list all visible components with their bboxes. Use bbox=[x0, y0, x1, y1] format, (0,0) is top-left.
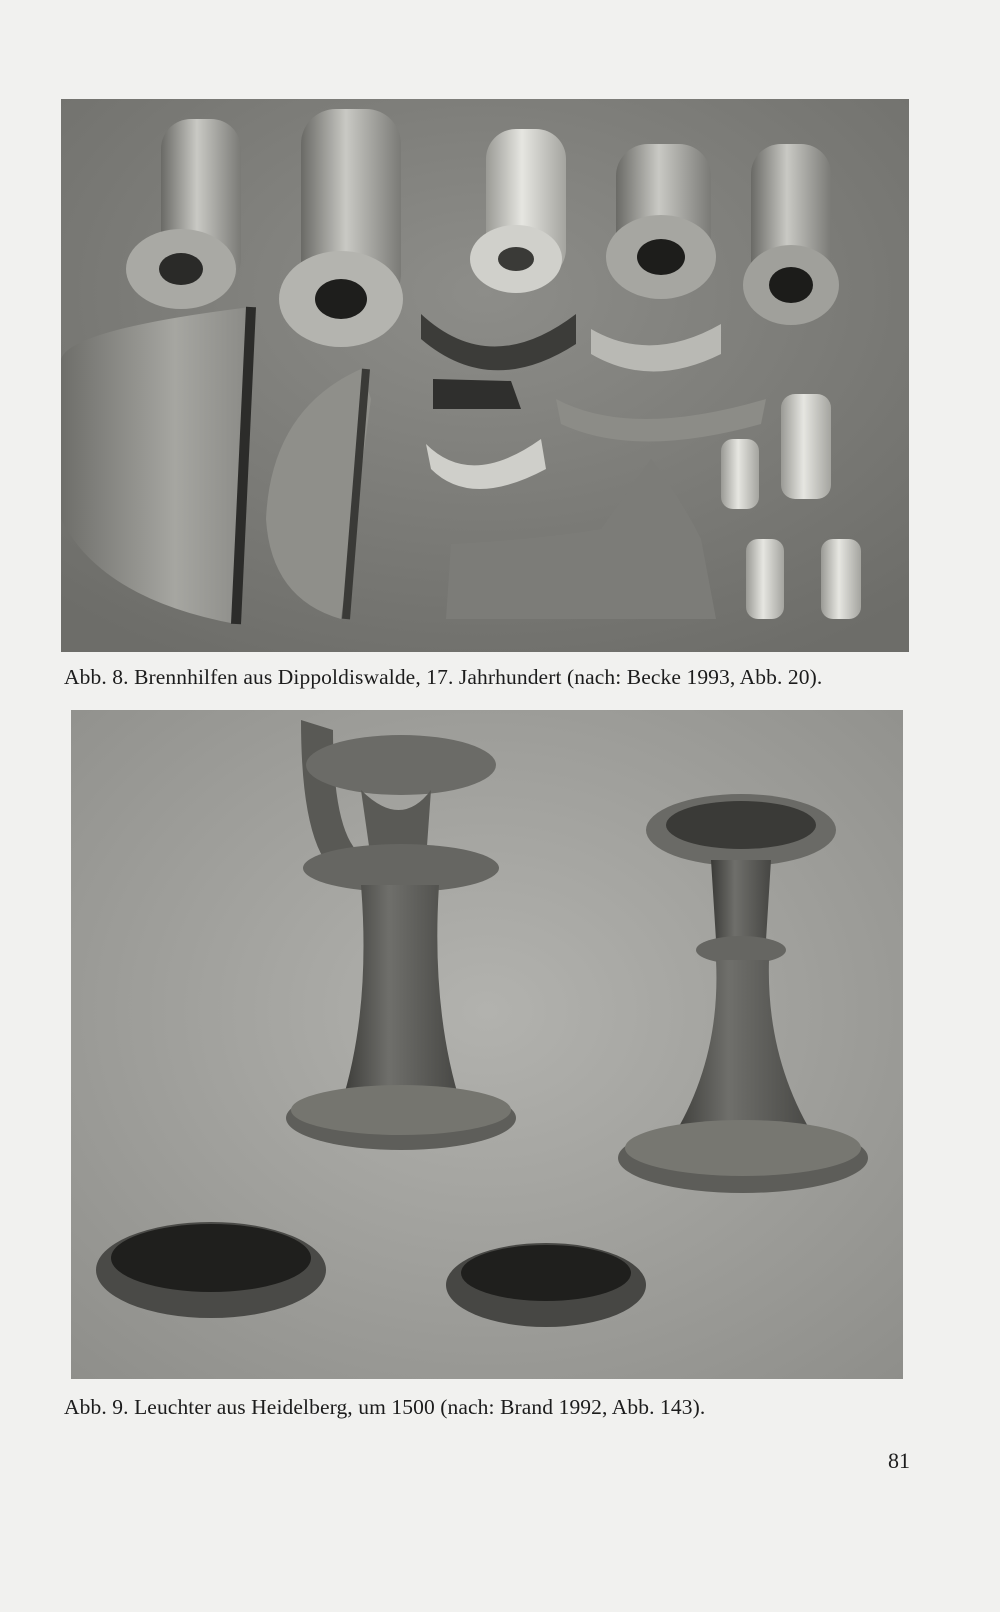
figure-8-photo bbox=[61, 99, 909, 652]
candlesticks-photo bbox=[71, 710, 903, 1379]
page-number: 81 bbox=[888, 1448, 910, 1473]
figure-9-caption: Abb. 9. Leuchter aus Heidelberg, um 1500 (nach: Brand 1992, Abb. 143). bbox=[64, 1395, 706, 1419]
kiln-furniture-photo bbox=[61, 99, 909, 652]
figure-9-photo bbox=[71, 710, 903, 1379]
figure-8-caption: Abb. 8. Brennhilfen aus Dippoldiswalde, 17. Jahrhundert (nach: Becke 1993, Abb. 20). bbox=[64, 665, 823, 689]
